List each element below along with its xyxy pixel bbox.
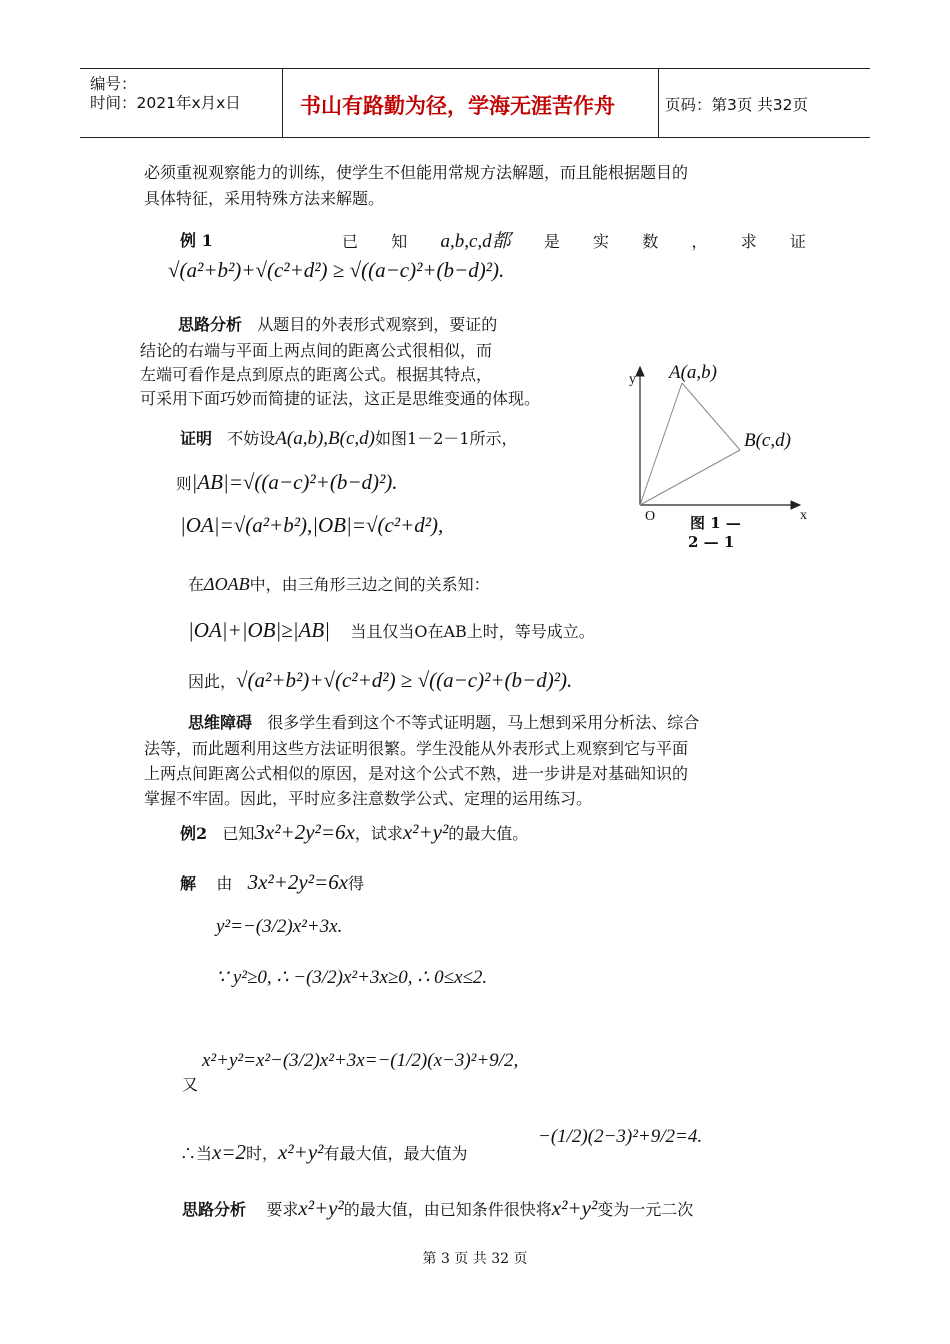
analysis-1-text: 从题目的外表形式观察到，要证的 — [257, 315, 498, 334]
intro-line-1: 必须重视观察能力的训练，使学生不但能用常规方法解题，而且能根据题目的 — [144, 163, 689, 182]
triangle-text: 中，由三角形三边之间的关系知： — [249, 575, 490, 594]
max-value: −(1/2)(2−3)²+9/2=4. — [538, 1126, 703, 1147]
segment-ab — [682, 383, 740, 450]
example-1-word: 证 — [789, 232, 806, 251]
example-1-word: 数 — [642, 232, 659, 251]
obstacle-line-4: 掌握不牢固。因此，平时应多注意数学公式、定理的运用练习。 — [144, 789, 593, 808]
analysis-2-label: 思路分析 — [182, 1200, 247, 1219]
analysis-1-line-1 — [178, 312, 497, 335]
solution-label: 解 — [180, 874, 197, 893]
solution-line-1 — [180, 870, 364, 895]
analysis-2-target-1: x²+y² — [298, 1196, 344, 1220]
analysis-1-label: 思路分析 — [178, 315, 243, 334]
time-label: 时间：2021年x月x日 — [90, 94, 241, 112]
proof-points: A(a,b),B(c,d) — [275, 428, 376, 449]
example-2-label: 例2 — [180, 824, 208, 843]
oa-ob-formula: |OA|=√(a²+b²),|OB|=√(c²+d²), — [180, 513, 444, 537]
proof-text: 不妨设 — [227, 429, 276, 448]
analysis-1-line-4: 可采用下面巧妙而简捷的证法，这正是思维变通的体现。 — [140, 389, 541, 408]
example-1-word: 知 — [391, 232, 408, 251]
x-axis-label: x — [800, 508, 807, 523]
segment-oa — [640, 383, 682, 505]
solution-step-3: x²+y²=x²−(3/2)x²+3x=−(1/2)(x−3)²+9/2, — [202, 1050, 519, 1071]
analysis-2-line — [182, 1196, 693, 1221]
obstacle-line-3: 上两点间距离公式相似的原因，是对这个公式不熟，进一步讲是对基础知识的 — [144, 764, 689, 783]
header-divider — [282, 69, 283, 137]
example-1-word: 已 — [342, 232, 359, 251]
example-1-word: 求 — [740, 232, 757, 251]
analysis-1-line-2: 结论的右端与平面上两点间的距离公式很相似，而 — [140, 341, 493, 360]
analysis-2-text-3: 变为一元二次 — [597, 1200, 694, 1219]
max-text: 有最大值，最大值为 — [323, 1144, 468, 1163]
figure-caption: 图 1 — — [690, 514, 741, 532]
obstacle-text: 很多学生看到这个不等式证明题，马上想到采用分析法、综合 — [267, 713, 700, 732]
page-info: 页码：第3页 共32页 — [665, 96, 809, 114]
triangle-inequality-line — [188, 618, 595, 643]
example-2-target: x²+y² — [402, 820, 449, 844]
conclusion-formula: √(a²+b²)+√(c²+d²) ≥ √((a−c)²+(b−d)²). — [236, 668, 573, 692]
equality-condition: 当且仅当O在AB上时，等号成立。 — [350, 622, 595, 641]
max-line — [180, 1140, 467, 1165]
example-1-label: 例 1 — [180, 231, 213, 250]
obstacle-line-2: 法等，而此题利用这些方法证明很繁。学生没能从外表形式上观察到它与平面 — [144, 739, 689, 758]
proof-line-1 — [180, 426, 518, 450]
solution-step-2: ∵ y²≥0, ∴ −(3/2)x²+3x≥0, ∴ 0≤x≤2. — [216, 967, 488, 988]
example-1-word: 是 — [543, 232, 560, 251]
segment-ob — [640, 450, 740, 505]
y-axis-label: y — [629, 372, 636, 387]
triangle-line — [188, 572, 490, 595]
analysis-2-text-2: 的最大值，由已知条件很快将 — [343, 1200, 552, 1219]
then-word: 则 — [176, 475, 192, 493]
example-2-equation: 3x²+2y²=6x — [254, 820, 355, 844]
example-2-line — [180, 820, 528, 845]
point-b-label: B(c,d) — [744, 430, 791, 451]
page-footer: 第 3 页 共 32 页 — [422, 1251, 528, 1267]
point-a-label: A(a,b) — [669, 362, 718, 383]
example-1-word: ， — [691, 232, 708, 251]
analysis-1-line-3: 左端可看作是点到原点的距离公式。根据其特点， — [140, 365, 493, 384]
analysis-2-target-2: x²+y² — [551, 1196, 598, 1220]
when-mid: 时， — [246, 1144, 279, 1163]
triangle-inequality: |OA|+|OB|≥|AB| — [188, 618, 330, 642]
example-2-given: 已知 — [222, 824, 255, 843]
header-divider — [658, 69, 659, 137]
figure-caption: 2 — 1 — [688, 533, 735, 551]
analysis-2-text-1: 要求 — [266, 1200, 299, 1219]
origin-label: O — [645, 509, 656, 524]
solution-step-1: y²=−(3/2)x²+3x. — [216, 916, 343, 937]
example-2-ask: ，试求 — [354, 824, 403, 843]
conclusion-line — [188, 668, 572, 693]
triangle-prefix: 在 — [188, 575, 205, 594]
motto: 书山有路勤为径，学海无涯苦作舟 — [300, 94, 615, 118]
obstacle-label: 思维障碍 — [188, 713, 253, 732]
solution-by: 由 — [216, 874, 233, 893]
ab-formula: |AB|=√((a−c)²+(b−d)²). — [191, 470, 398, 494]
when-x: x=2 — [212, 1140, 247, 1164]
when-target: x²+y² — [278, 1140, 324, 1164]
example-1-inequality: √(a²+b²)+√(c²+d²) ≥ √((a−c)²+(b−d)²). — [168, 258, 505, 282]
also-word: 又 — [182, 1075, 199, 1094]
solution-equation: 3x²+2y²=6x — [247, 870, 349, 894]
proof-ab-line — [176, 470, 398, 495]
therefore-word: 因此， — [188, 672, 237, 691]
example-1-statement — [342, 226, 806, 253]
obstacle-line-1 — [188, 710, 699, 733]
solution-get: 得 — [348, 874, 365, 893]
serial-label: 编号： — [90, 75, 137, 93]
intro-line-2: 具体特征，采用特殊方法来解题。 — [144, 189, 385, 208]
triangle-name: ΔOAB — [204, 574, 250, 594]
when-prefix: ∴当 — [180, 1144, 213, 1163]
example-1-word: 实 — [593, 232, 610, 251]
example-1-word: a,b,c,d都 — [440, 231, 511, 252]
proof-label: 证明 — [180, 429, 213, 448]
proof-fig-ref: 如图1－2－1所示， — [375, 429, 518, 448]
example-2-ask-end: 的最大值。 — [448, 824, 529, 843]
